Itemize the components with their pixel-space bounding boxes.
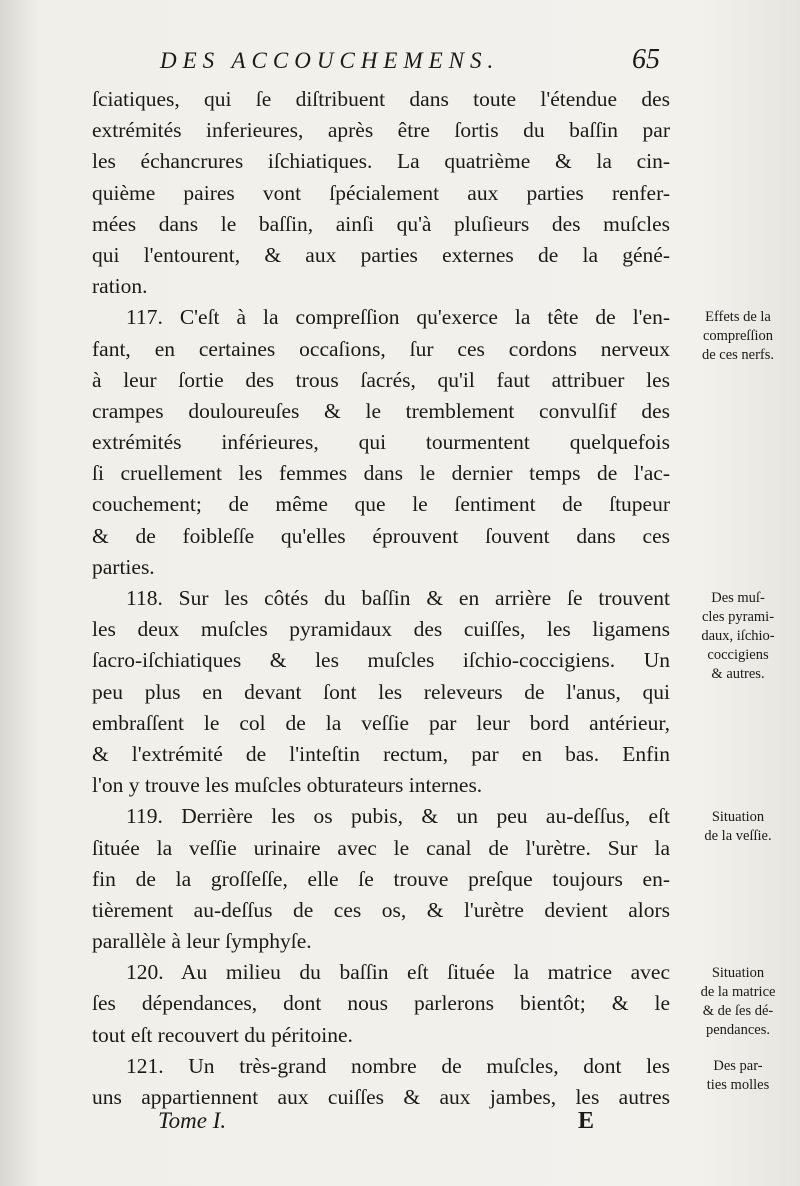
body-line: mées dans le baſſin, ainſi qu'à pluſieurs des muſcles — [92, 211, 670, 236]
page-header — [160, 44, 660, 82]
signature-mark: E — [578, 1108, 595, 1134]
margin-note-line: Des muſ- — [711, 590, 765, 607]
body-line: ſciatiques, qui ſe diſtribuent dans toute l'étendue des — [92, 87, 670, 111]
body-line: embraſſent le col de la veſſie par leur bord antérieur, — [92, 710, 670, 735]
body-line: crampes douloureuſes & le tremblement convulſif des — [92, 398, 670, 423]
margin-note-line: compreſſion — [702, 328, 774, 345]
body-line: extrémités inferieures, après être ſortis du baſſin par — [92, 118, 670, 143]
margin-note-line: & autres. — [711, 666, 765, 683]
body-line: 118. Sur les côtés du baſſin & en arrière ſe trouvent — [126, 586, 670, 610]
body-line: 121. Un très-grand nombre de muſcles, dont les — [126, 1053, 670, 1078]
margin-note-line: & de ſes dé- — [702, 1002, 774, 1019]
body-line: 117. C'eſt à la compreſſion qu'exerce la tête de l'en- — [126, 305, 670, 330]
body-line: qui l'entourent, & aux parties externes de la géné- — [92, 242, 670, 267]
page-footer — [158, 1108, 618, 1142]
body-line: uns appartiennent aux cuiſſes & aux jambes, les autres — [92, 1085, 670, 1109]
body-line: les échancrures iſchiatiques. La quatrième & la cin- — [92, 149, 670, 174]
body-line: couchement; de même que le ſentiment de ſtupeur — [92, 492, 670, 517]
margin-note-line: de la veſſie. — [704, 827, 772, 844]
body-line: les deux muſcles pyramidaux des cuiſſes, les ligamens — [92, 617, 670, 642]
body-text — [92, 84, 670, 1113]
body-line: à leur ſortie des trous ſacrés, qu'il faut attribuer les — [92, 367, 670, 392]
body-line: & l'extrémité de l'inteſtin rectum, par en bas. Enfin — [92, 741, 670, 766]
body-line: parties. — [92, 554, 155, 579]
margin-note-line: de ces nerfs. — [701, 347, 775, 364]
body-line: 119. Derrière les os pubis, & un peu au-deſſus, eſt — [126, 804, 670, 829]
body-line: extrémités inférieures, qui tourmentent quelquefois — [92, 430, 670, 455]
margin-note-line: Situation — [711, 808, 765, 825]
page-number: 65 — [632, 44, 660, 75]
running-title: DES ACCOUCHEMENS. — [160, 48, 500, 73]
margin-note — [676, 964, 800, 1040]
margin-note-line: Effets de la — [705, 309, 771, 326]
body-line: ſes dépendances, dont nous parlerons bientôt; & le — [92, 991, 670, 1016]
body-line: tièrement au-deſſus de ces os, & l'urètre devient alors — [92, 897, 670, 922]
margin-note-line: coccigiens — [707, 647, 769, 664]
body-line: ſi cruellement les femmes dans le dernier temps de l'ac- — [92, 461, 670, 486]
margin-note-line: cles pyrami- — [701, 609, 775, 626]
body-line: 120. Au milieu du baſſin eſt ſituée la matrice avec — [126, 960, 670, 985]
body-line: parallèle à leur ſymphyſe. — [92, 929, 312, 954]
body-line: tout eſt recouvert du péritoine. — [92, 1022, 353, 1047]
margin-note-line: Des par- — [713, 1058, 763, 1075]
margin-note-line: pendances. — [705, 1021, 770, 1038]
margin-note — [676, 589, 800, 684]
body-line: ſituée la veſſie urinaire avec le canal de l'urètre. Sur la — [92, 835, 670, 860]
body-line: l'on y trouve les muſcles obturateurs internes. — [92, 773, 483, 798]
body-line: fin de la groſſeſſe, elle ſe trouve preſque toujours en- — [92, 866, 670, 891]
margin-note-line: ties molles — [706, 1077, 770, 1094]
body-line: fant, en certaines occaſions, ſur ces cordons nerveux — [92, 336, 670, 361]
body-line: & de foibleſſe qu'elles éprouvent ſouvent dans ces — [92, 523, 670, 548]
volume-label: Tome I. — [158, 1108, 227, 1133]
body-line: peu plus en devant ſont les releveurs de l'anus, qui — [92, 679, 670, 704]
margin-note-line: Situation — [711, 964, 765, 981]
margin-note — [676, 1057, 800, 1095]
margin-note — [676, 308, 800, 365]
margin-note-line: daux, iſchio- — [701, 628, 775, 645]
margin-note — [676, 808, 800, 846]
body-line: ration. — [92, 274, 148, 299]
body-line: ſacro-iſchiatiques & les muſcles iſchio-coccigiens. Un — [92, 648, 670, 673]
body-line: quième paires vont ſpécialement aux parties renfer- — [92, 180, 670, 205]
margin-note-line: de la matrice — [700, 983, 776, 1000]
